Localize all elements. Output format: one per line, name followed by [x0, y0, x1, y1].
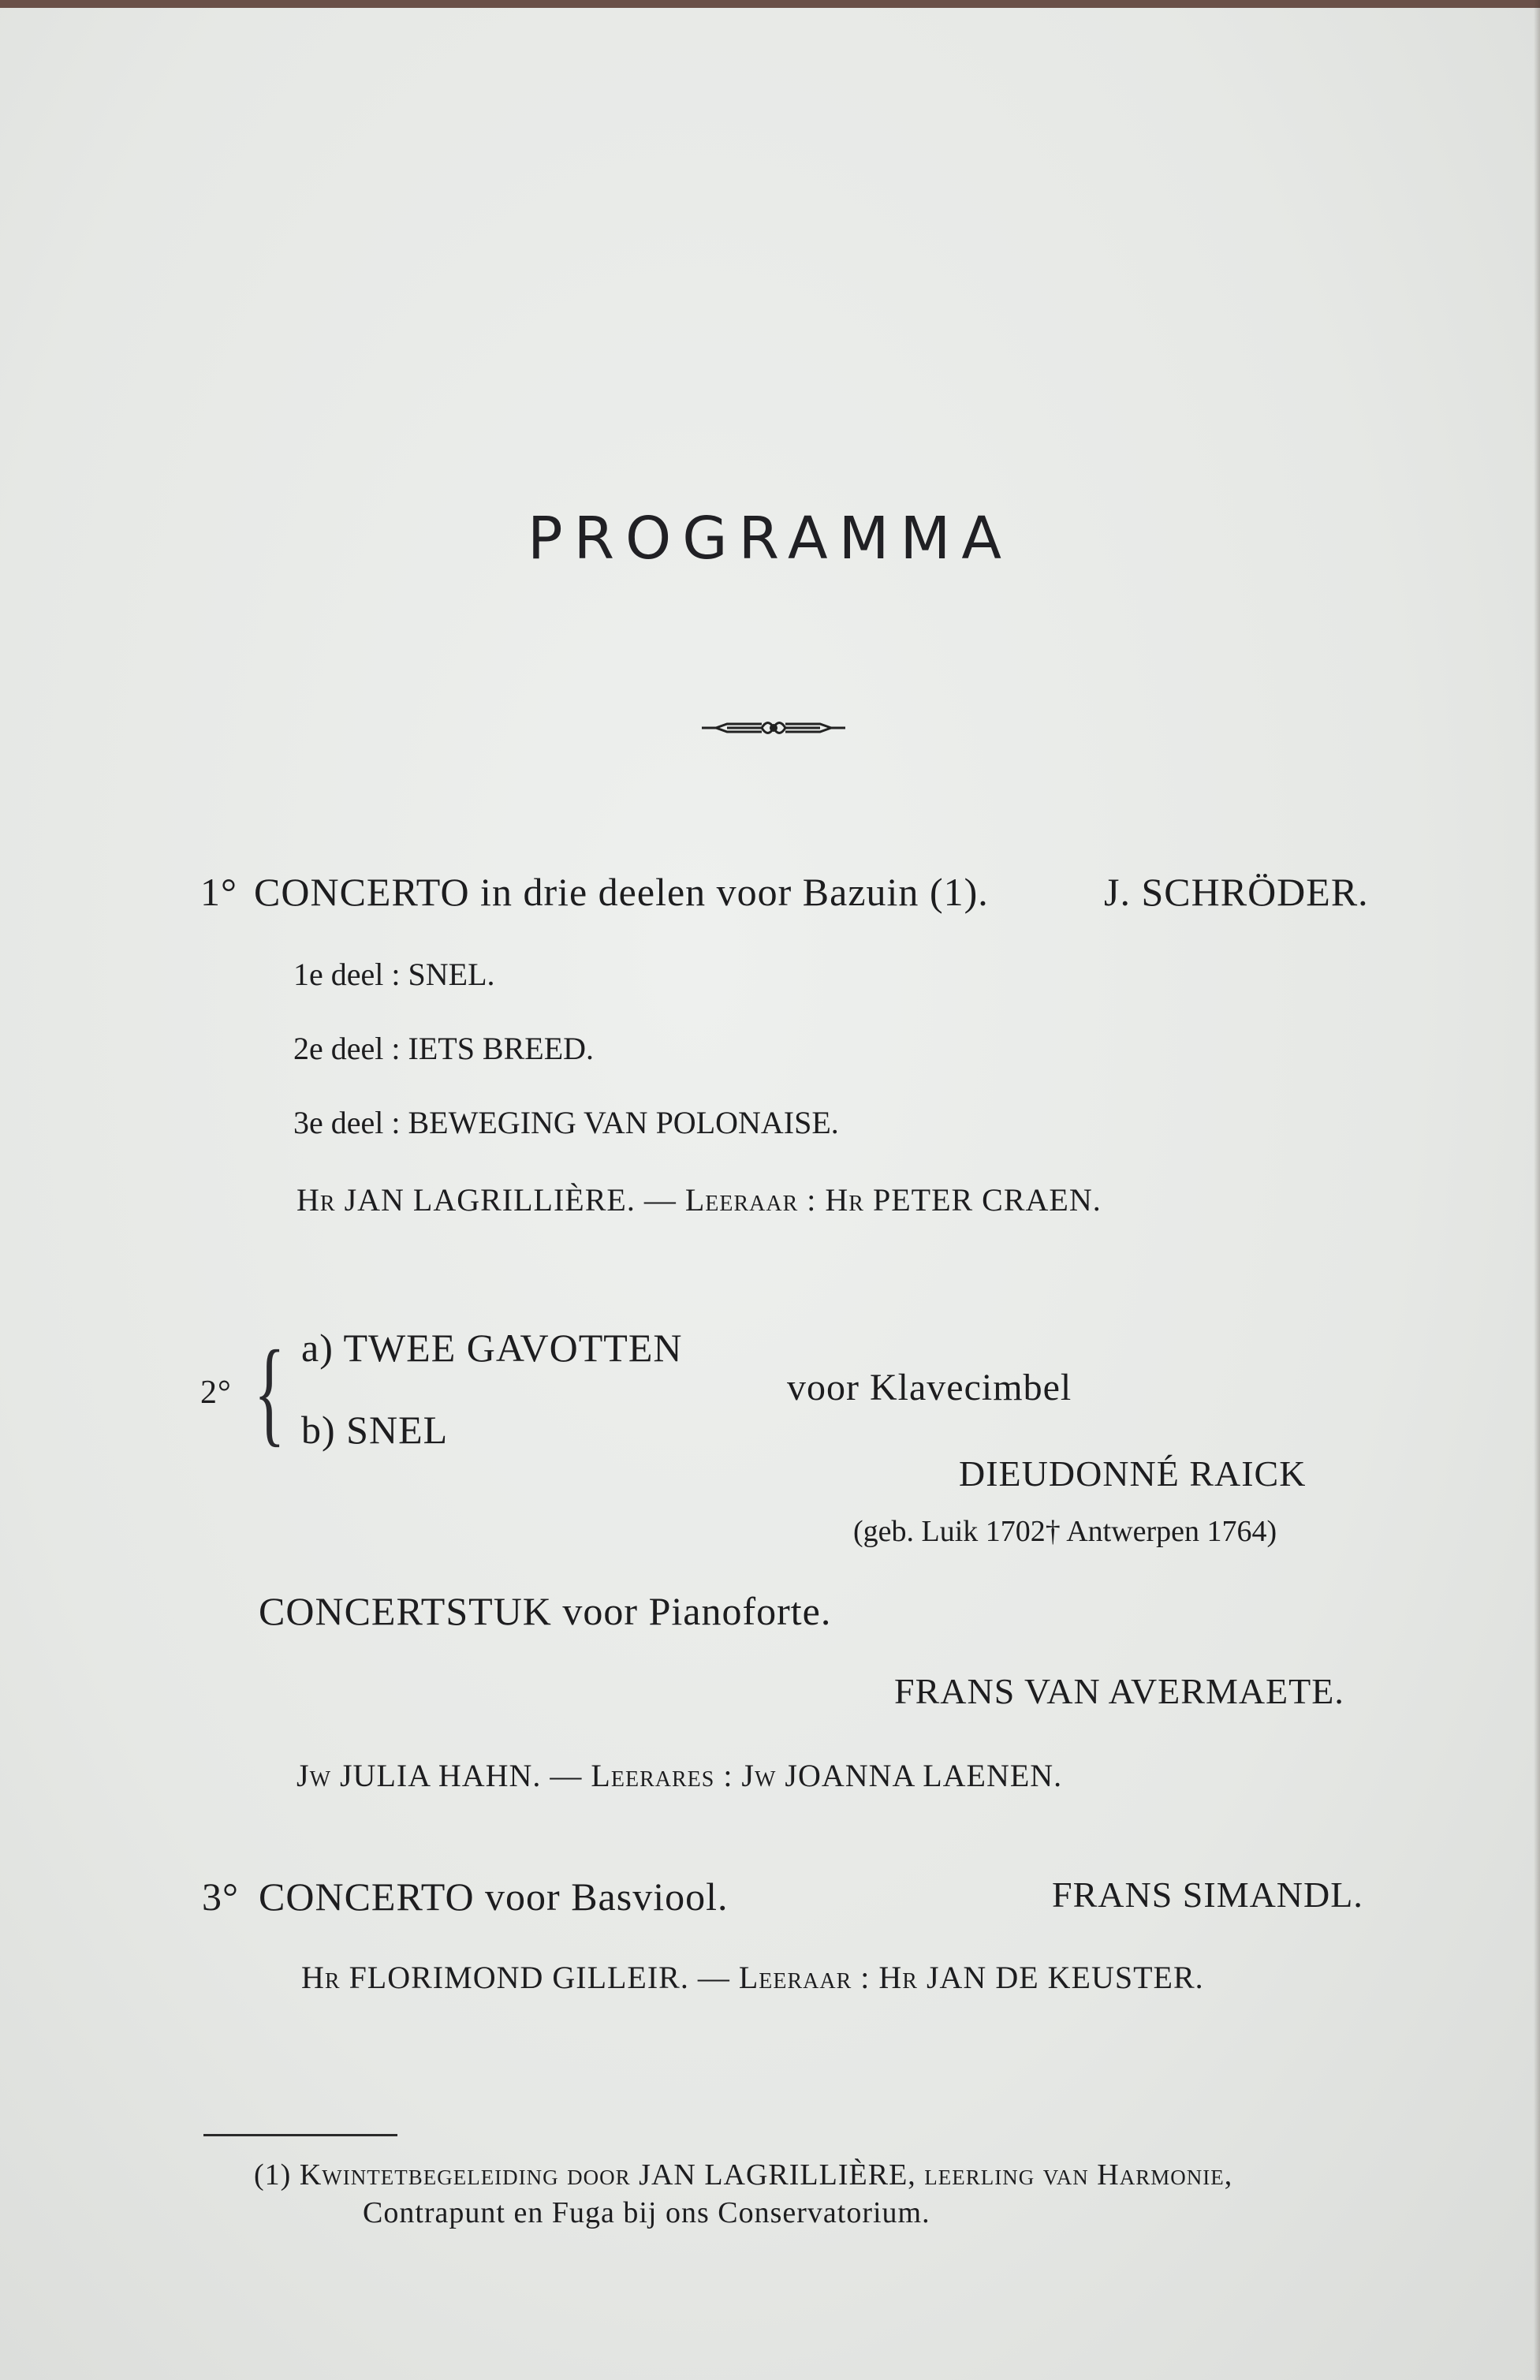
page-title: PROGRAMMA — [528, 505, 1012, 573]
footnote-line-1 — [254, 2158, 1232, 2192]
item-2-second-composer: FRANS VAN AVERMAETE. — [894, 1671, 1344, 1711]
item-1-performer: Hr JAN LAGRILLIÈRE. — Leeraar : Hr PETER CRAEN. — [296, 1182, 1102, 1218]
item-3-performer: Hr FLORIMOND GILLEIR. — Leeraar : Hr JAN DE KEUSTER. — [301, 1960, 1204, 1995]
movement-tempo: IETS BREED. — [408, 1031, 595, 1066]
footnote-rule — [203, 2134, 397, 2136]
item-2-composer-dates: (geb. Luik 1702† Antwerpen 1764) — [853, 1515, 1277, 1548]
item-1-movement-3 — [293, 1104, 839, 1141]
item-3-work: CONCERTO voor Basviool. — [259, 1875, 729, 1919]
item-2-part-a: a) TWEE GAVOTTEN — [301, 1326, 683, 1370]
item-1-composer: J. SCHRÖDER. — [1104, 870, 1369, 914]
item-3-number: 3° — [202, 1875, 239, 1919]
item-2-instrument: voor Klavecimbel — [787, 1367, 1072, 1408]
curly-brace-icon: { — [254, 1326, 285, 1457]
item-2-performer: Jw JULIA HAHN. — Leerares : Jw JOANNA LAENEN. — [296, 1758, 1063, 1793]
item-2-part-b: b) SNEL — [301, 1408, 449, 1452]
movement-tempo: SNEL. — [408, 957, 495, 992]
book-top-edge — [0, 0, 1540, 8]
item-1-work — [254, 869, 989, 915]
item-2-number: 2° — [200, 1375, 232, 1411]
movement-label: 1e deel : — [293, 957, 401, 992]
footnote-line-2: Contrapunt en Fuga bij ons Conservatorium. — [363, 2196, 930, 2229]
scroll-ornament-icon — [699, 714, 848, 741]
movement-tempo: BEWEGING VAN POLONAISE. — [408, 1105, 839, 1140]
item-1-number: 1° — [200, 870, 237, 914]
footnote-text-1: Kwintetbegeleiding door JAN LAGRILLIÈRE, leerling van Harmonie, — [299, 2158, 1233, 2192]
item-1-work-title: CONCERTO in drie deelen voor Bazuin — [254, 870, 919, 914]
item-1-movement-2 — [293, 1030, 594, 1067]
item-1-note-ref: (1). — [929, 870, 989, 914]
item-2-composer: DIEUDONNÉ RAICK — [959, 1453, 1307, 1494]
movement-label: 3e deel : — [293, 1105, 401, 1140]
book-right-edge — [1534, 0, 1540, 2380]
item-1-movement-1 — [293, 956, 495, 993]
item-3-composer: FRANS SIMANDL. — [1052, 1875, 1363, 1915]
item-2-second-work: CONCERTSTUK voor Pianoforte. — [259, 1589, 832, 1633]
footnote-mark: (1) — [254, 2158, 292, 2192]
movement-label: 2e deel : — [293, 1031, 401, 1066]
